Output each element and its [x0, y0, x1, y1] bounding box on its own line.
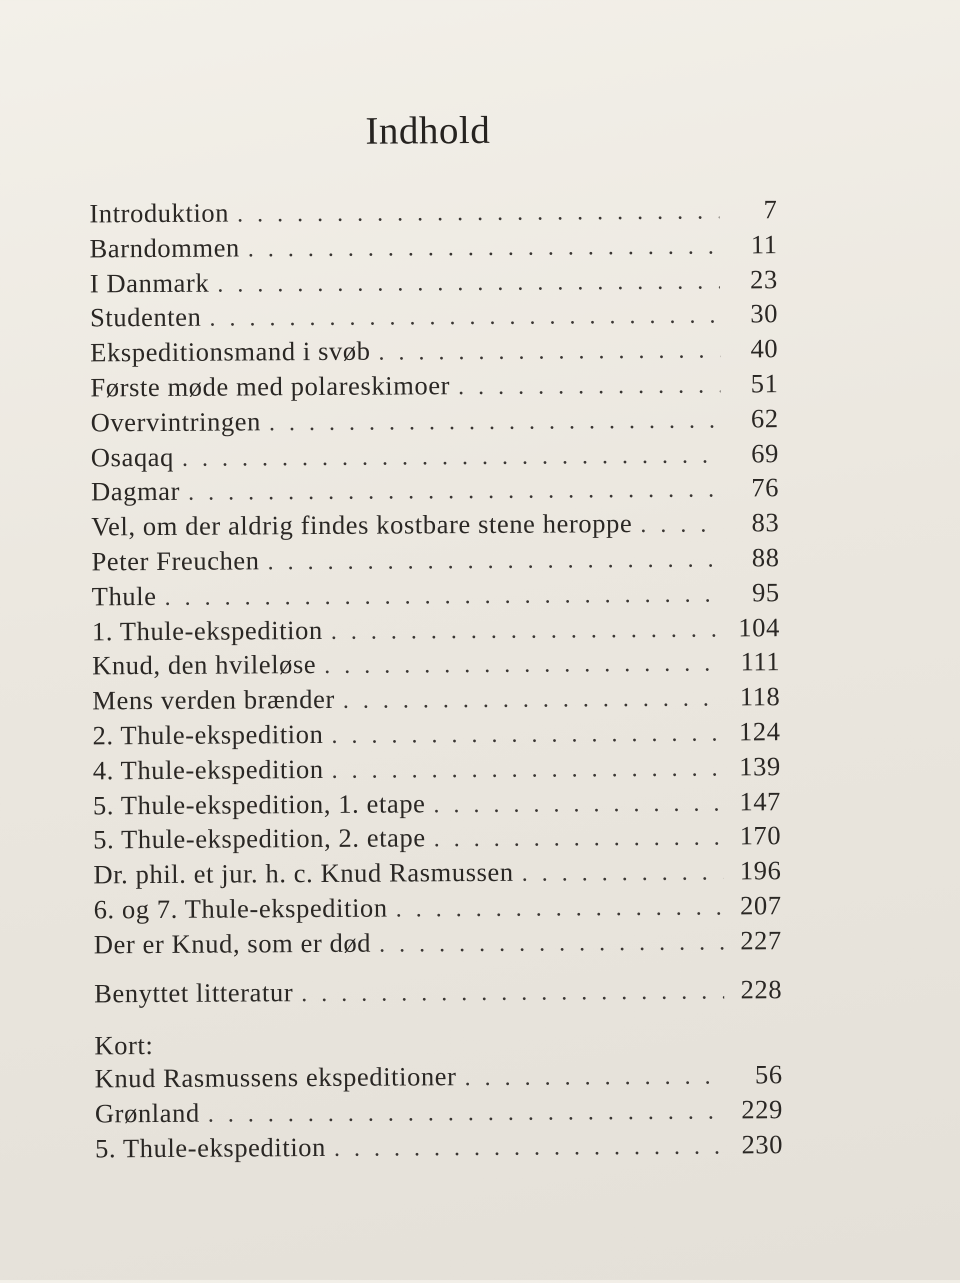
toc-entry-page: 230	[741, 1128, 784, 1160]
dot-leader	[208, 1098, 725, 1128]
toc-entry-page: 124	[738, 716, 781, 747]
toc-entry-15	[92, 681, 780, 720]
dot-leader	[458, 373, 721, 402]
dot-leader	[378, 338, 720, 367]
dot-leader	[331, 616, 722, 645]
toc-entry-page: 11	[750, 228, 778, 260]
toc-entry-page: 227	[740, 924, 782, 956]
toc-entry-17	[93, 751, 781, 790]
dot-leader	[188, 477, 721, 507]
dot-leader	[268, 546, 722, 576]
toc-entry-page: 228	[740, 973, 783, 1004]
toc-entry-1	[89, 194, 777, 233]
toc-entry-label: Mens verden brænder	[92, 684, 335, 716]
toc-entry-page: 111	[740, 646, 781, 677]
toc-entry-label: 5. Thule-ekspedition	[95, 1131, 327, 1164]
toc-entry-10	[91, 507, 779, 546]
toc-entries	[89, 194, 782, 964]
toc-entry-page: 30	[750, 298, 779, 329]
toc-entry-map-1	[95, 1059, 783, 1098]
page-title: Indhold	[365, 108, 491, 153]
toc-entry-5	[90, 333, 778, 372]
toc-entry-19	[93, 821, 781, 860]
toc-entry-label: Thule	[91, 580, 157, 612]
toc-entry-page: 104	[738, 611, 781, 642]
dot-leader	[269, 407, 721, 437]
toc-entry-12	[92, 577, 780, 616]
toc-entry-3	[90, 264, 778, 303]
toc-entry-page: 40	[750, 333, 779, 364]
toc-entry-2	[90, 229, 778, 268]
toc-entry-14	[92, 647, 780, 686]
toc-entry-20	[93, 855, 781, 894]
toc-entry-page: 51	[750, 368, 779, 399]
toc-entry-label: Knud, den hvileløse	[92, 649, 317, 681]
dot-leader	[164, 581, 721, 611]
toc-entry-16	[92, 716, 780, 755]
maps-heading: Kort:	[94, 1030, 154, 1061]
toc-entry-11	[91, 542, 779, 581]
toc-entry-13	[92, 612, 780, 651]
toc-entry-page: 207	[739, 890, 782, 921]
toc-entry-page: 139	[739, 750, 781, 782]
dot-leader	[522, 860, 724, 888]
dot-leader	[343, 686, 723, 715]
toc-entry-label: 5. Thule-ekspedition, 2. etape	[93, 822, 426, 855]
dot-leader	[640, 512, 721, 539]
toc-entry-label: Knud Rasmussens ekspeditioner	[94, 1061, 457, 1094]
toc-entry-page: 88	[751, 542, 780, 573]
dot-leader	[324, 651, 722, 680]
toc-entry-label: Studenten	[89, 302, 202, 333]
toc-entry-page: 23	[750, 263, 778, 294]
toc-entry-21	[94, 890, 782, 929]
toc-entry-22	[94, 925, 782, 964]
dot-leader	[182, 442, 721, 472]
dot-leader	[217, 268, 720, 298]
toc-entry-label: Barndommen	[89, 232, 240, 264]
toc-entry-page: 69	[751, 437, 779, 468]
toc-entry-literature	[94, 974, 782, 1013]
toc-entry-label: Grønland	[94, 1097, 200, 1129]
toc-entry-page: 56	[754, 1059, 783, 1090]
toc-entry-label: 5. Thule-ekspedition, 1. etape	[92, 787, 426, 820]
toc-entry-label: Vel, om der aldrig findes kostbare stene heroppe	[91, 508, 633, 542]
dot-leader	[332, 755, 723, 784]
toc-entry-page: 83	[751, 507, 780, 538]
toc-entry-label: Dagmar	[90, 476, 181, 507]
dot-leader	[248, 233, 720, 263]
toc-entry-label: I Danmark	[89, 267, 210, 298]
dot-leader	[396, 894, 724, 923]
toc-entry-label: Første møde med polareskimoer	[90, 370, 451, 403]
toc-entry-8	[91, 438, 779, 477]
toc-entry-map-3	[95, 1129, 783, 1168]
toc-entry-page: 147	[739, 785, 782, 816]
toc-entry-page: 196	[739, 855, 782, 886]
toc-entry-label: Dr. phil. et jur. h. c. Knud Rasmussen	[93, 856, 514, 890]
toc-entry-page: 62	[750, 402, 779, 434]
dot-leader	[334, 1133, 725, 1162]
toc-entry-map-2	[95, 1094, 783, 1133]
map-entries	[95, 1059, 784, 1168]
table-of-contents	[89, 194, 783, 1168]
dot-leader	[434, 825, 724, 854]
toc-entry-9	[91, 473, 779, 512]
toc-entry-page: 95	[751, 576, 780, 608]
toc-entry-label: 1. Thule-ekspedition	[91, 614, 323, 646]
toc-entry-page: 118	[739, 681, 781, 712]
dot-leader	[464, 1064, 724, 1093]
dot-leader	[433, 790, 723, 819]
toc-entry-label: Overvintringen	[90, 406, 262, 438]
toc-entry-page: 7	[763, 194, 778, 225]
toc-entry-label: Der er Knud, som er død	[93, 927, 372, 960]
toc-entry-label: Introduktion	[89, 197, 230, 229]
toc-entry-18	[93, 786, 781, 825]
dot-leader	[331, 720, 722, 749]
dot-leader	[301, 978, 724, 1008]
toc-entry-page: 76	[751, 472, 780, 503]
toc-entry-label: Peter Freuchen	[91, 545, 260, 577]
dot-leader	[237, 199, 719, 229]
toc-entry-page: 170	[739, 820, 782, 851]
toc-entry-label: Osaqaq	[90, 441, 175, 472]
toc-entry-6	[90, 368, 778, 407]
dot-leader	[379, 929, 724, 958]
dot-leader	[209, 303, 720, 333]
toc-entry-7	[91, 403, 779, 442]
toc-entry-4	[90, 299, 778, 338]
toc-entry-page: 229	[741, 1094, 783, 1125]
toc-entry-label: Benyttet litteratur	[94, 976, 294, 1008]
toc-entry-label: Ekspeditionsmand i svøb	[90, 335, 371, 368]
toc-entry-label: 2. Thule-ekspedition	[92, 718, 324, 751]
toc-entry-label: 6. og 7. Thule-ekspedition	[93, 892, 388, 925]
toc-entry-label: 4. Thule-ekspedition	[92, 753, 324, 786]
